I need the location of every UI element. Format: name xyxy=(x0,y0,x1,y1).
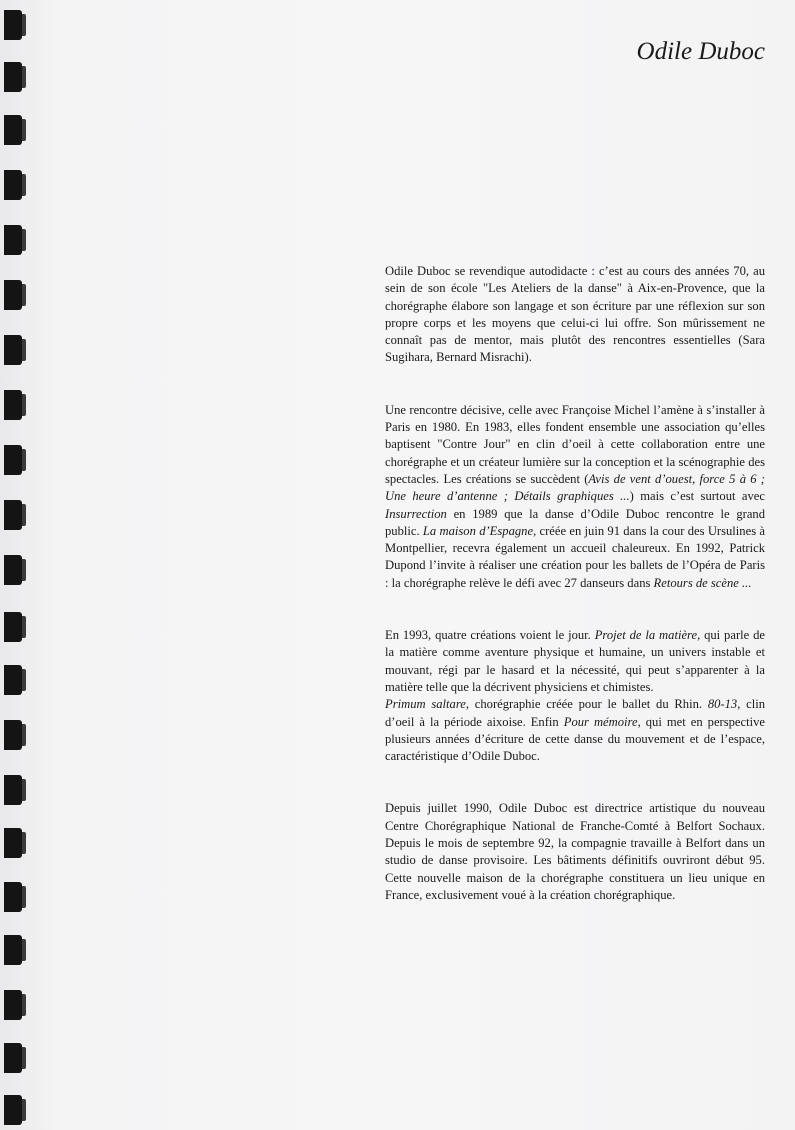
binding-ring xyxy=(4,10,22,40)
binding-ring xyxy=(4,445,22,475)
binding-ring xyxy=(4,62,22,92)
binding-ring xyxy=(4,1095,22,1125)
binding-ring xyxy=(4,335,22,365)
binding-ring xyxy=(4,828,22,858)
binding-ring xyxy=(4,500,22,530)
binding-ring xyxy=(4,555,22,585)
binding-ring xyxy=(4,115,22,145)
binding-ring xyxy=(4,280,22,310)
binding-ring xyxy=(4,990,22,1020)
binding-ring xyxy=(4,882,22,912)
binding-ring xyxy=(4,225,22,255)
binding-ring xyxy=(4,665,22,695)
binding-ring xyxy=(4,390,22,420)
binding-ring xyxy=(4,170,22,200)
binding-ring xyxy=(4,775,22,805)
binding-ring xyxy=(4,1043,22,1073)
binding-ring xyxy=(4,612,22,642)
body-text xyxy=(385,263,765,904)
paragraph-direction: Depuis juillet 1990, Odile Duboc est directrice artistique du nouveau Centre Chorégraphique National de Franche-Comté à Belfort Sochaux. Depuis le mois de septembre 92, la compagnie travaille à Belfort dans un studio de danse provisoire. Les bâtiments définitifs ouvriront début 95. Cette nouvelle maison de la chorégraphe constituera un lieu unique en France, exclusivement voué à la création chorégraphique. xyxy=(385,801,765,902)
page-title: Odile Duboc xyxy=(636,38,765,65)
binding-ring xyxy=(4,720,22,750)
spiral-binding xyxy=(0,0,30,1130)
paragraph-creations: Primum saltare, chorégraphie créée pour le ballet du Rhin. 80-13, clin d’oeil à la période aixoise. Enfin Pour mémoire, qui met en perspective plusieurs années d’écriture de cette danse du mouvement et de l’espace, caractéristique d’Odile Duboc. xyxy=(385,697,766,764)
paragraph-1993: En 1993, quatre créations voient le jour. Projet de la matière, qui parle de la matière comme aventure physique et humaine, un univers instable et mouvant, régi par le hasard et la nécessité, qui peut s’apparenter à la matière telle que la décrivent physiciens et chimistes. xyxy=(385,628,765,694)
paragraph-intro: Odile Duboc se revendique autodidacte : c’est au cours des années 70, au sein de son école "Les Ateliers de la danse" à Aix-en-Provence, que la chorégraphe élabore son langage et son écriture par une réflexion sur son propre corps et les moyens que celui-ci lui offre. Son mûrissement ne connaît pas de mentor, mais plutôt des rencontres essentielles (Sara Sugihara, Bernard Misrachi). xyxy=(385,264,765,365)
binding-ring xyxy=(4,935,22,965)
paragraph-history: Une rencontre décisive, celle avec Françoise Michel l’amène à s’installer à Paris en 1980. En 1983, elles fondent ensemble une association qu’elles baptisent "Contre Jour" en clin d’oeil à cette collaboration entre une chorégraphe et un créateur lumière sur la conception et la scénographie des spectacles. Les créations se succèdent (Avis de vent d’ouest, force 5 à 6 ; Une heure d’antenne ; Détails graphiques ...) mais c’est surtout avec Insurrection en 1989 que la danse d’Odile Duboc rencontre le grand public. La maison d’Espagne, créée en juin 91 dans la cour des Ursulines à Montpellier, recevra également un accueil chaleureux. En 1992, Patrick Dupond l’invite à réaliser une création pour les ballets de l’Opéra de Paris : la chorégraphe relève le défi avec 27 danseurs dans Retours de scène ... xyxy=(385,402,765,590)
